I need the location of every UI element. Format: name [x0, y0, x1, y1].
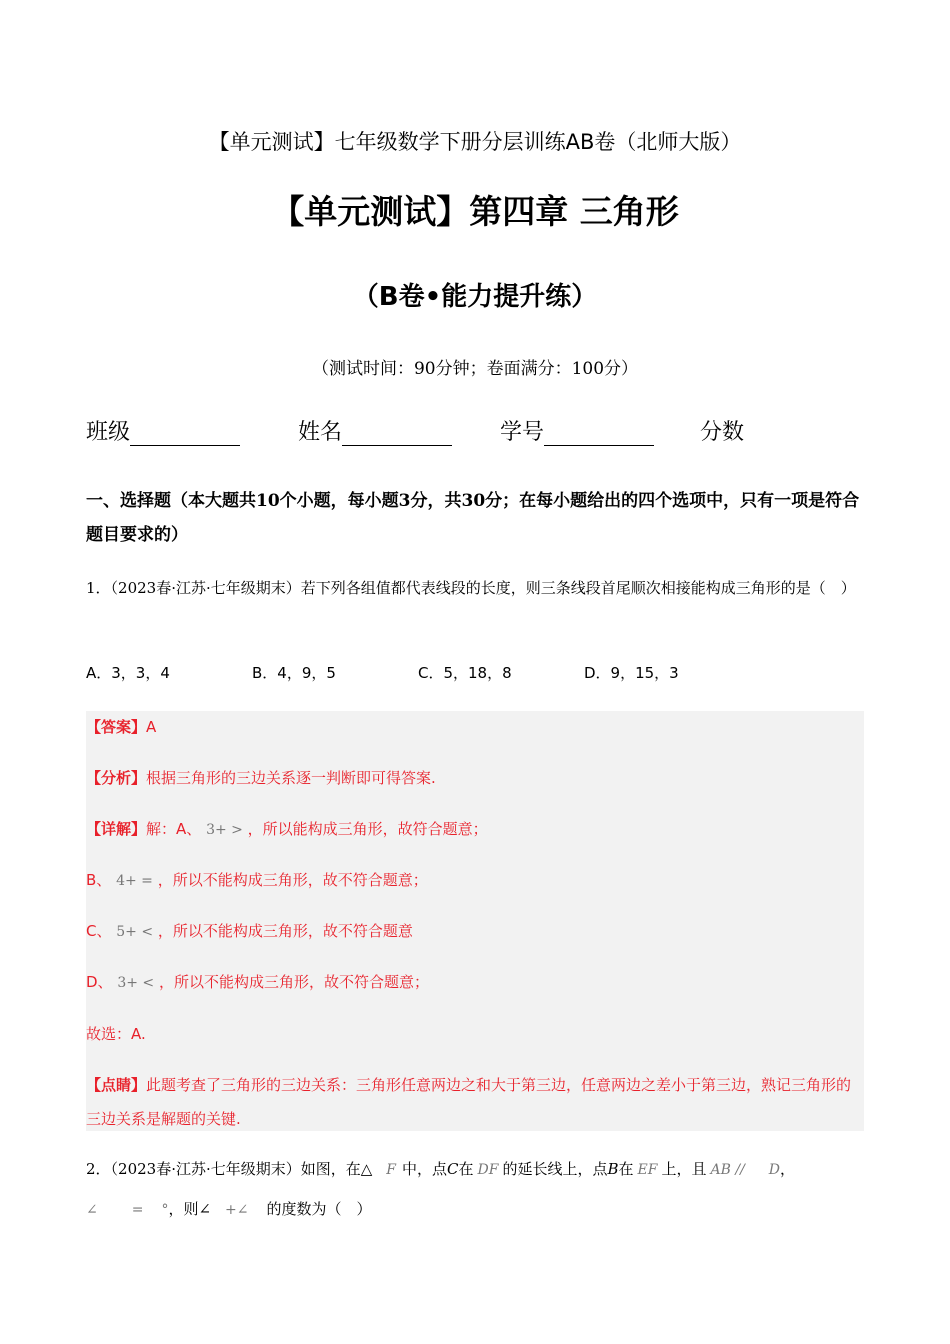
q2-part5: 在: [618, 1160, 634, 1178]
question-text: （2023春·江苏·七年级期末）若下列各组值都代表线段的长度，则三条线段首尾顺次相接能构成三角形的是（ ）: [110, 579, 856, 597]
q2-math1: F: [386, 1162, 397, 1178]
analysis-text: 根据三角形的三边关系逐一判断即可得答案.: [146, 769, 436, 787]
answer-line: [86, 716, 156, 737]
detail-b-prefix: B、: [86, 871, 112, 889]
name-field: [298, 415, 452, 446]
detail-c-suffix: ，所以不能构成三角形，故不符合题意: [157, 922, 413, 940]
q2-line2-math2: =: [131, 1202, 144, 1218]
q2-math2: DF: [477, 1162, 499, 1178]
class-label: 班级: [86, 420, 131, 445]
section-heading: 一、选择题（本大题共10个小题，每小题3分，共30分；在每小题给出的四个选项中，只有一项是符合题目要求的）: [86, 491, 860, 545]
score-label: 分数: [700, 420, 745, 445]
question-number: 1．: [86, 579, 111, 597]
analysis-line: [86, 767, 436, 788]
question-2-number: 2．: [86, 1160, 111, 1178]
question-2-line-1: [86, 1158, 795, 1179]
comment-block: [86, 1068, 858, 1136]
detail-b-math: 4+ =: [116, 873, 153, 889]
option-c: C．5，18，8: [418, 664, 512, 682]
page-subtitle: （B卷•能力提升练）: [352, 282, 598, 312]
q2-line2-part2: 的度数为（ ）: [266, 1200, 372, 1218]
question-2-line-2: [86, 1198, 372, 1219]
detail-d-prefix: D、: [86, 973, 113, 991]
name-label: 姓名: [298, 420, 343, 445]
q2-part2: 中，点: [402, 1160, 448, 1178]
q2-line2-math1: ∠: [86, 1202, 98, 1218]
detail-a-suffix: ，所以能构成三角形，故符合题意；: [247, 820, 488, 838]
q2-part6: 上，且: [661, 1160, 707, 1178]
option-b: B．4，9，5: [252, 664, 336, 682]
detail-line-c: [86, 920, 413, 941]
detail-c-math: 5+ <: [116, 924, 154, 940]
q2-part1: （2023春·江苏·七年级期末）如图，在△: [110, 1160, 373, 1178]
detail-line-d: [86, 971, 429, 992]
name-blank: [342, 423, 452, 446]
q2-line2-math4: +∠: [225, 1202, 249, 1218]
q2-point-b: B: [607, 1160, 619, 1178]
score-field: [700, 415, 744, 446]
question-1: [86, 570, 864, 606]
q2-part7: ，: [780, 1160, 796, 1178]
q2-part3: 在: [458, 1160, 474, 1178]
detail-a-math: 3+ >: [206, 822, 243, 838]
comment-text: 此题考查了三角形的三边关系：三角形任意两边之和大于第三边，任意两边之差小于第三边，熟记三角形的三边关系是解题的关键.: [86, 1076, 852, 1128]
detail-line-a: [86, 818, 488, 839]
detail-line-b: [86, 869, 428, 890]
detail-d-math: 3+ <: [117, 975, 155, 991]
detail-tag: 【详解】: [86, 820, 147, 838]
comment-tag: 【点睛】: [86, 1076, 147, 1094]
q2-line2-math3: °: [161, 1202, 169, 1218]
time-info: （测试时间：90分钟；卷面满分：100分）: [311, 359, 639, 379]
q2-math3: EF: [637, 1162, 658, 1178]
option-d: D．9，15，3: [584, 664, 679, 682]
class-field: [86, 415, 240, 446]
conclusion-line: 故选：A.: [86, 1025, 146, 1043]
number-label: 学号: [500, 420, 545, 445]
analysis-tag: 【分析】: [86, 769, 147, 787]
number-blank: [544, 423, 654, 446]
q2-line2-part1: ，则∠: [168, 1200, 212, 1218]
option-a: A．3，3，4: [86, 664, 170, 682]
detail-b-suffix: ，所以不能构成三角形，故不符合题意；: [157, 871, 428, 889]
detail-a-prefix: 解：A、: [146, 820, 202, 838]
page-title: 【单元测试】第四章 三角形: [271, 192, 679, 231]
q2-math4: AB //: [710, 1162, 745, 1178]
series-title: 【单元测试】七年级数学下册分层训练AB卷（北师大版）: [208, 130, 742, 154]
number-field: [500, 415, 654, 446]
q2-point-c: C: [447, 1160, 459, 1178]
detail-c-prefix: C、: [86, 922, 112, 940]
class-blank: [130, 423, 240, 446]
answer-value: A: [146, 718, 157, 736]
answer-tag: 【答案】: [86, 718, 147, 736]
q2-part4: 的延长线上，点: [502, 1160, 608, 1178]
q2-math5: D: [768, 1162, 781, 1178]
detail-d-suffix: ，所以不能构成三角形，故不符合题意；: [158, 973, 429, 991]
